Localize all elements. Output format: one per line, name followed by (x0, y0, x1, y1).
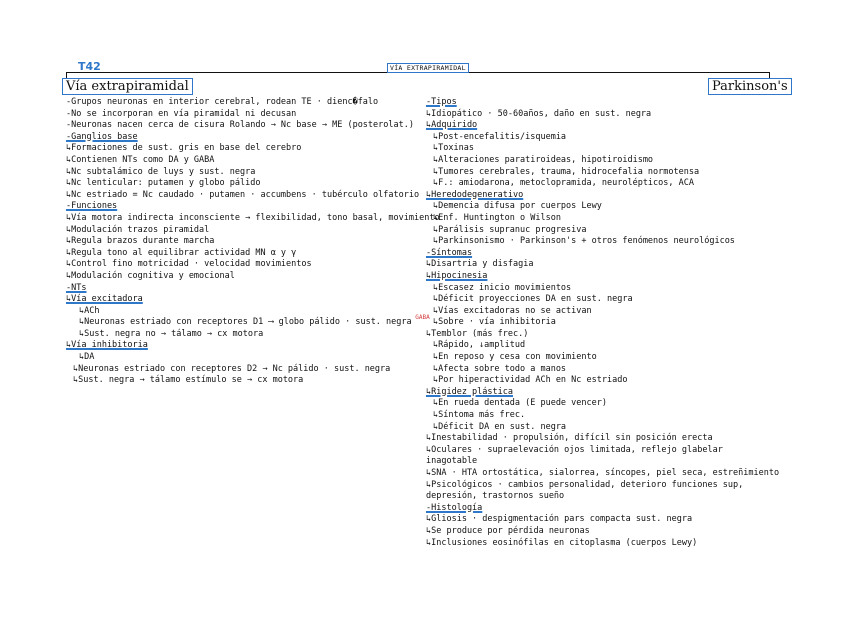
note-line: ↳Control fino motricidad · velocidad movimientos (66, 259, 312, 270)
note-heading: ↳Rigidez plástica (426, 386, 513, 397)
note-line: ↳Toxinas (433, 143, 474, 154)
note-line: ↳Modulación cognitiva y emocional (66, 270, 235, 281)
note-line: ↳Neuronas estriado con receptores D2 → Nc pálido · sust. negra (73, 363, 391, 374)
note-line: ↳Se produce por pérdida neuronas (426, 525, 590, 536)
left-notes-column (66, 97, 440, 387)
note-line: ↳Por hiperactividad ACh en Nc estriado (433, 375, 628, 386)
note-line: ↳Vías excitadoras no se activan (433, 305, 592, 316)
note-line: ↳Idiopático · 50-60años, daño en sust. negra (426, 108, 652, 119)
note-line: ↳Demencia difusa por cuerpos Lewy (433, 201, 602, 212)
note-line: ↳Síntoma más frec. (433, 410, 526, 421)
note-line: ↳Temblor (más frec.) (426, 328, 529, 339)
center-title: VÍA EXTRAPIRAMIDAL (387, 63, 469, 73)
note-line: -Neuronas nacen cerca de cisura Rolando → Nc base → ME (posterolat.) (66, 120, 414, 131)
note-line: ↳Modulación trazos piramidal (66, 224, 210, 235)
note-line: ↳SNA · HTA ortostática, sialorrea, síncopes, piel seca, estreñimiento (426, 468, 780, 478)
note-line: ↳Neuronas estriado con receptores D1 ⟶ globo pálido · sust. negra $^{GABA}$ (79, 314, 430, 328)
note-line: ↳Vía motora indirecta inconsciente → flexibilidad, tono basal, movimiento (66, 212, 440, 223)
note-line: ↳Regula tono al equilibrar actividad MN α y γ (66, 247, 297, 258)
note-line: ↳Sust. negra → tálamo estímulo se → cx motora (73, 375, 304, 386)
note-heading: ↳Heredodegenerativo (426, 189, 524, 200)
note-line: ↳Sust. negra no → tálamo → cx motora (79, 328, 264, 339)
note-line: ↳Formaciones de sust. gris en base del cerebro (66, 143, 302, 154)
note-line: ↳Contienen NTs como DA y GABA (66, 154, 215, 165)
note-line: ↳Post-encefalitis/isquemia (433, 131, 567, 142)
note-line: ↳Tumores cerebrales, trauma, hidrocefalia normotensa (433, 166, 700, 177)
note-heading: ↳Vía inhibitoria (66, 340, 148, 351)
note-line: ↳Escasez inicio movimientos (433, 282, 572, 293)
right-title: Parkinson's (708, 78, 792, 95)
note-line: ↳Gliosis · despigmentación pars compacta sust. negra (426, 514, 693, 525)
note-line: ↳Enf. Huntington o Wilson (433, 212, 561, 223)
note-line: ↳Alteraciones paratiroideas, hipotiroidismo (433, 154, 654, 165)
note-heading: -Tipos (426, 97, 457, 107)
note-line: ↳Nc lenticular: putamen y globo pálido (66, 178, 261, 189)
note-line: ↳Psicológicos · cambios personalidad, deterioro funciones sup, (426, 479, 744, 490)
annotation-red: GABA (411, 314, 430, 322)
note-heading: -Funciones (66, 201, 118, 212)
note-line: ↳Parkinsonismo · Parkinson's + otros fenómenos neurológicos (433, 236, 735, 247)
note-line: inagotable (426, 456, 478, 467)
note-line: ↳Oculares · supraelevación ojos limitada, reflejo glabelar (426, 444, 723, 455)
note-line: ↳Nc estriado = Nc caudado · putamen · accumbens · tubérculo olfatorio (66, 189, 420, 200)
note-line: ↳En rueda dentada (E puede vencer) (433, 398, 607, 409)
note-heading: -Ganglios base (66, 131, 138, 142)
note-line: ↳Parálisis supranuc progresiva (433, 224, 587, 235)
note-line: ↳Inestabilidad · propulsión, difícil sin posición erecta (426, 433, 713, 444)
note-line: -No se incorporan en vía piramidal ni decusan (66, 108, 297, 119)
note-heading: ↳Hipocinesia (426, 270, 488, 281)
note-line: ↳En reposo y cesa con movimiento (433, 352, 597, 363)
note-line: ↳Disartria y disfagia (426, 259, 534, 270)
note-line: ↳ACh (79, 305, 100, 316)
right-notes-column (426, 97, 780, 549)
note-heading: ↳Adquirido (426, 120, 478, 131)
page-tag: T42 (78, 60, 101, 73)
note-line: ↳Sobre · vía inhibitoria (433, 317, 556, 328)
note-heading: -NTs (66, 282, 87, 293)
note-line: ↳Déficit DA en sust. negra (433, 421, 567, 432)
note-line: ↳Afecta sobre todo a manos (433, 363, 567, 374)
note-line: ↳Nc subtalámico de luys y sust. negra (66, 166, 256, 177)
left-title: Vía extrapiramidal (62, 78, 193, 95)
note-line: depresión, trastornos sueño (426, 491, 565, 502)
note-line: ↳F.: amiodarona, metoclopramida, neurolépticos, ACA (433, 178, 694, 189)
note-heading: ↳Vía excitadora (66, 294, 143, 305)
note-line: ↳Rápido, ↓amplitud (433, 340, 526, 351)
note-heading: -Síntomas (426, 247, 473, 258)
note-heading: -Histología (426, 502, 483, 513)
note-line: ↳Regula brazos durante marcha (66, 236, 215, 247)
note-line: -Grupos neuronas en interior cerebral, rodean TE · dienc�falo (66, 97, 379, 107)
note-line: ↳DA (79, 352, 95, 363)
note-line: ↳Inclusiones eosinófilas en citoplasma (cuerpos Lewy) (426, 537, 698, 548)
note-line: ↳Déficit proyecciones DA en sust. negra (433, 294, 633, 305)
